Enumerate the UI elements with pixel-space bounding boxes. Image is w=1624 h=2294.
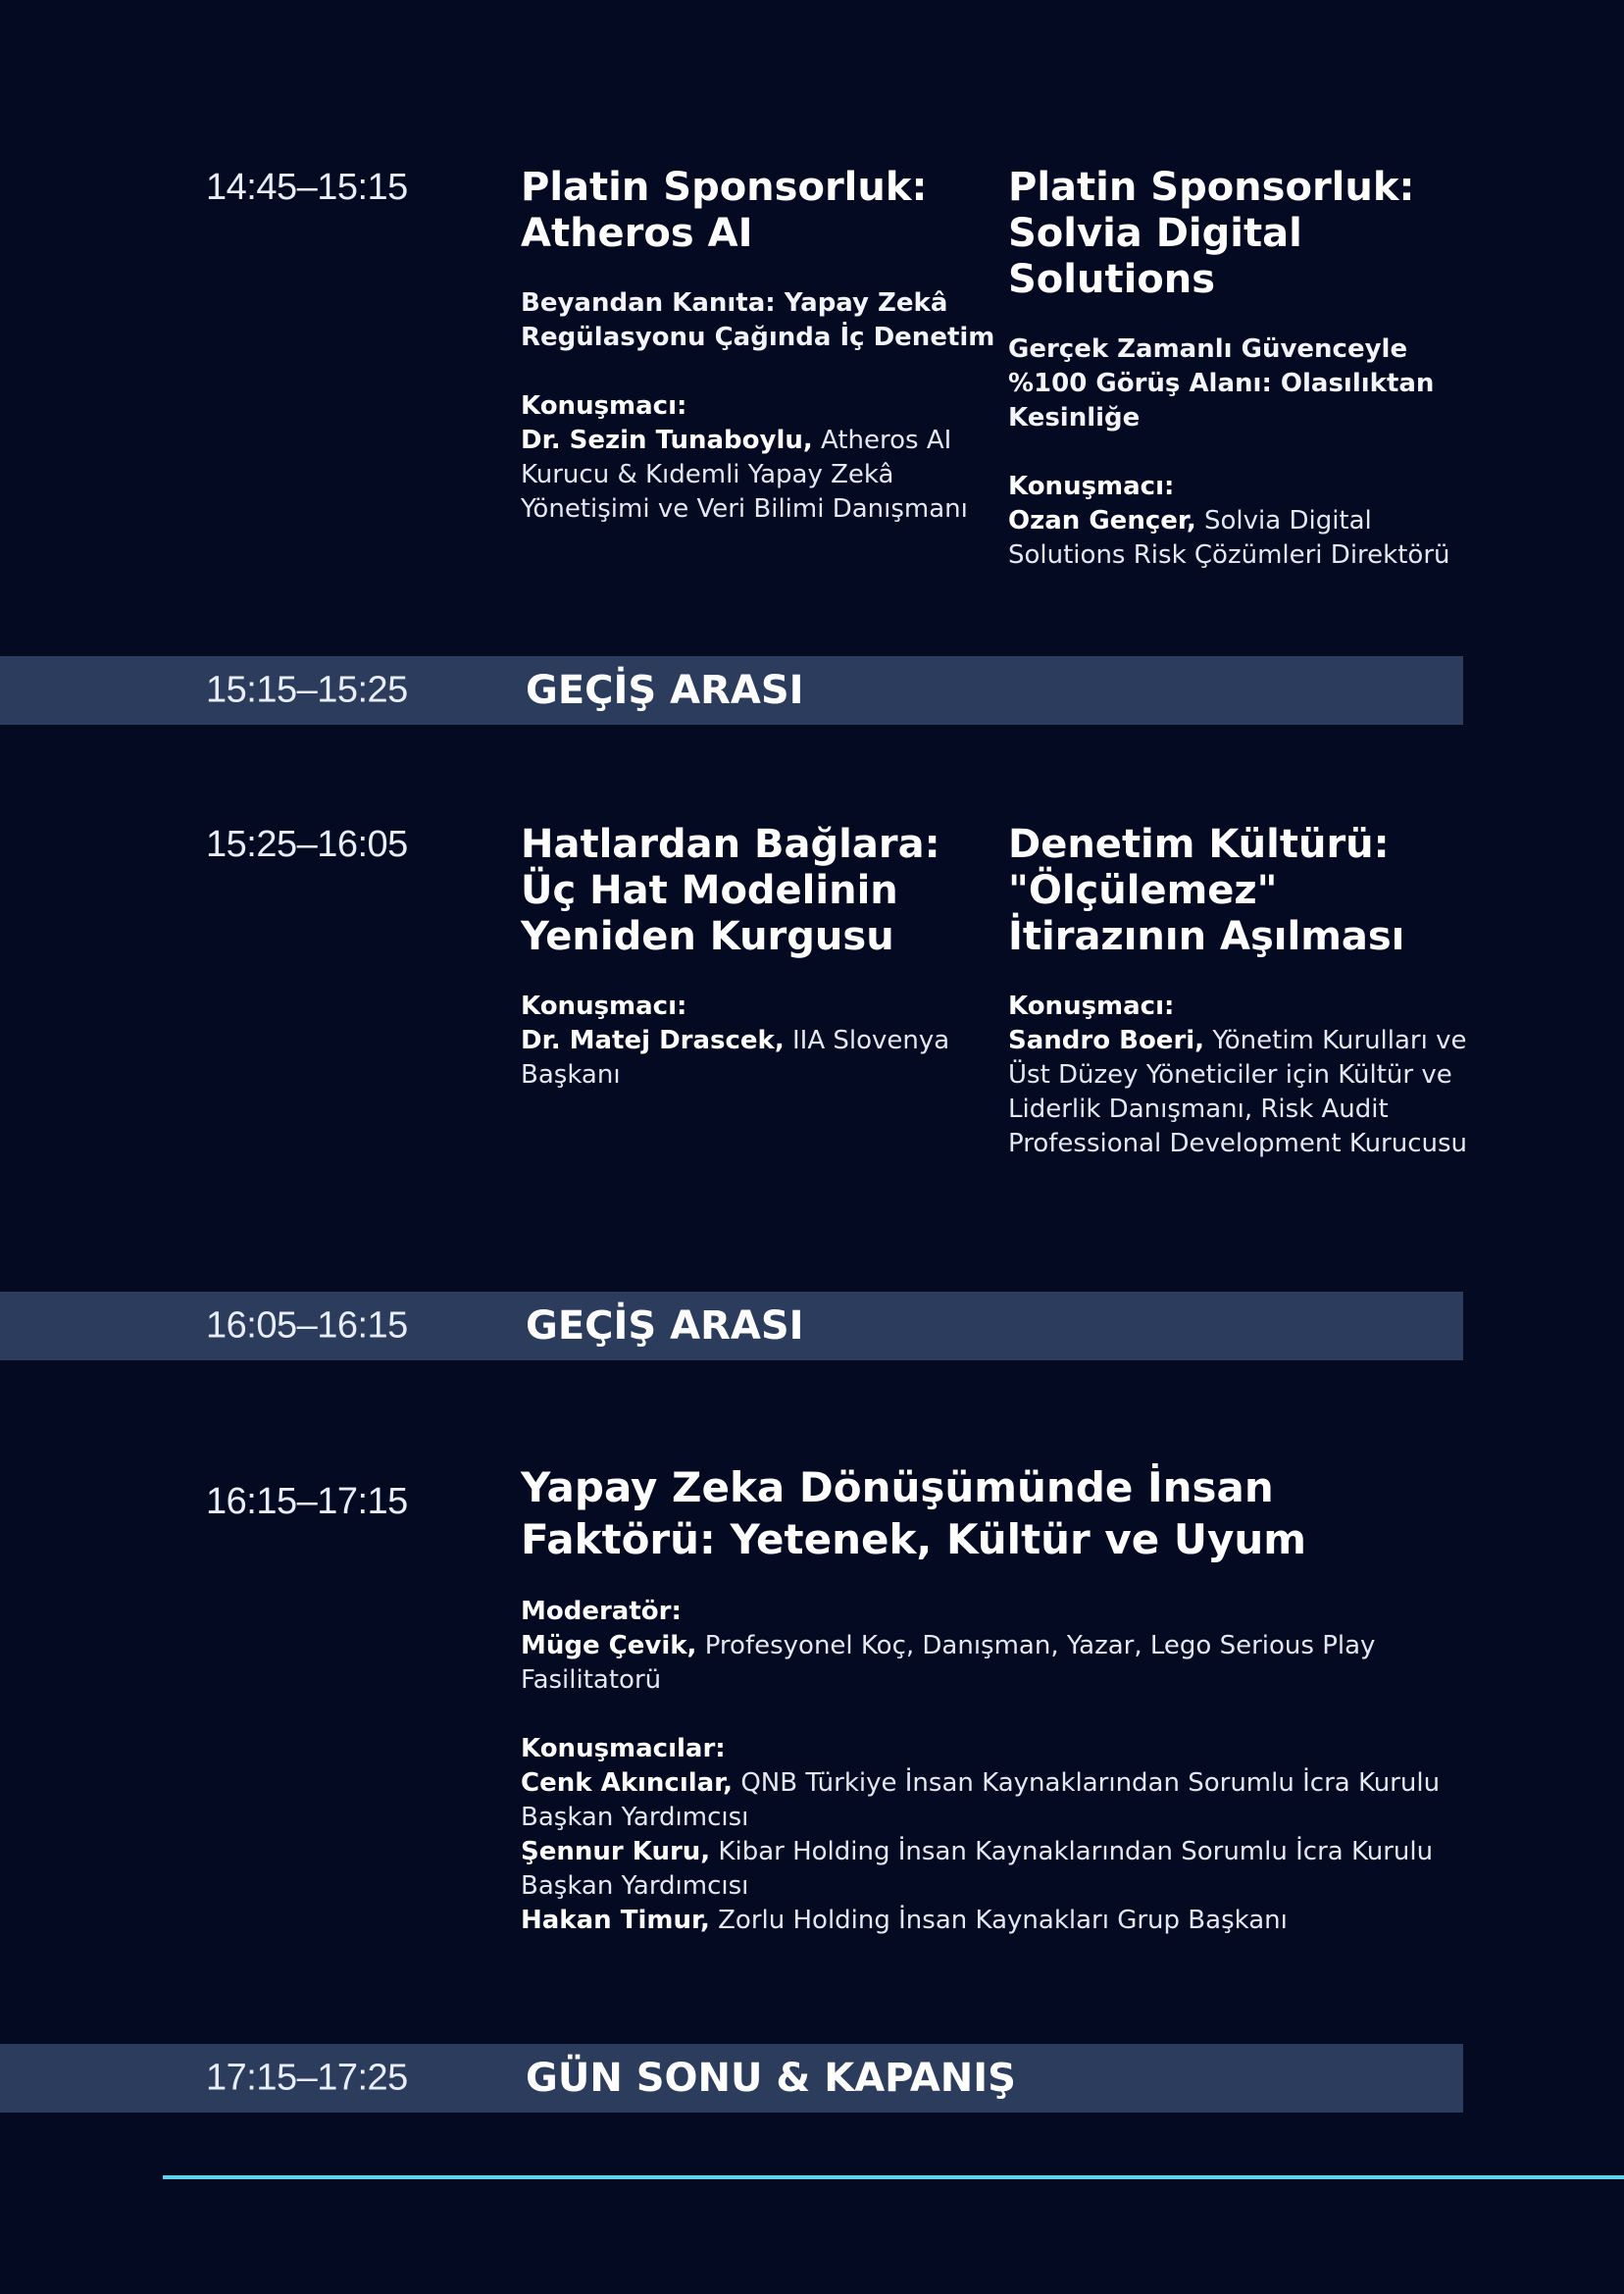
session-title: Yapay Zeka Dönüşümünde İnsan Faktörü: Yetenek, Kültür ve Uyum: [521, 1463, 1307, 1563]
speaker-role: QNB Türkiye İnsan Kaynaklarından Sorumlu İcra Kurulu Başkan Yardımcısı: [521, 1768, 1441, 1832]
break-time: 15:15–15:25: [206, 669, 408, 711]
list-item: [521, 1766, 1482, 1835]
closing-bar: [0, 2044, 1463, 2113]
session-title: Hatlardan Bağlara: Üç Hat Modelinin Yeniden Kurgusu: [521, 822, 940, 959]
speaker-name: Sandro Boeri,: [1008, 1026, 1205, 1055]
list-item: [521, 1835, 1482, 1904]
speaker-role: Solvia Digital Solutions Risk Çözümleri Direktörü: [1008, 506, 1450, 570]
speaker-role: Yönetim Kurulları ve Üst Düzey Yöneticiler için Kültür ve Liderlik Danışmanı, Risk Audit Professional Development Kurucusu: [1008, 1026, 1468, 1158]
session-time: 14:45–15:15: [206, 167, 408, 208]
break-title: GEÇİŞ ARASI: [526, 1303, 804, 1349]
session-column-atheros: [521, 165, 1001, 527]
speaker-info: [521, 389, 1001, 527]
break-bar: [0, 656, 1463, 725]
panel-session: [521, 1461, 1482, 1938]
speaker-role: Kibar Holding İnsan Kaynaklarından Sorumlu İcra Kurulu Başkan Yardımcısı: [521, 1837, 1434, 1901]
closing-title: GÜN SONU & KAPANIŞ: [526, 2056, 1016, 2101]
break-time: 16:05–16:15: [206, 1304, 408, 1347]
session-column-solvia: [1008, 165, 1469, 573]
session-column-audit-culture: [1008, 822, 1469, 1161]
speaker-label: Konuşmacı:: [521, 992, 687, 1021]
speaker-name: Şennur Kuru,: [521, 1837, 711, 1866]
list-item: [521, 1904, 1482, 1938]
speaker-name: Dr. Matej Drascek,: [521, 1026, 785, 1055]
speaker-role: IIA Slovenya Başkanı: [521, 1026, 950, 1090]
speaker-info: [1008, 990, 1469, 1161]
speakers-label: Konuşmacılar:: [521, 1734, 726, 1763]
break-title: GEÇİŞ ARASI: [526, 668, 804, 713]
session-time: 16:15–17:15: [206, 1481, 408, 1522]
speaker-role: Atheros AI Kurucu & Kıdemli Yapay Zekâ Yönetişimi ve Veri Bilimi Danışmanı: [521, 426, 968, 524]
speaker-label: Konuşmacı:: [1008, 472, 1175, 501]
session-subtitle: Gerçek Zamanlı Güvenceyle %100 Görüş Alanı: Olasılıktan Kesinliğe: [1008, 334, 1435, 433]
speaker-label: Konuşmacı:: [521, 391, 687, 421]
session-time: 15:25–16:05: [206, 824, 408, 865]
speaker-info: [521, 990, 1001, 1093]
speaker-label: Konuşmacı:: [1008, 992, 1175, 1021]
session-column-three-lines: [521, 822, 1001, 1093]
speakers-info: [521, 1732, 1482, 1938]
moderator-info: [521, 1595, 1482, 1698]
break-bar: [0, 1292, 1463, 1360]
session-title: Denetim Kültürü: "Ölçülemez" İtirazının Aşılması: [1008, 822, 1405, 959]
speaker-name: Ozan Gençer,: [1008, 506, 1196, 535]
speaker-name: Hakan Timur,: [521, 1906, 710, 1935]
moderator-name: Müge Çevik,: [521, 1631, 697, 1660]
session-title: Platin Sponsorluk: Atheros AI: [521, 165, 928, 256]
moderator-label: Moderatör:: [521, 1597, 682, 1626]
session-title: Platin Sponsorluk: Solvia Digital Solutions: [1008, 165, 1415, 302]
moderator-role: Profesyonel Koç, Danışman, Yazar, Lego Serious Play Fasilitatorü: [521, 1631, 1376, 1695]
speaker-info: [1008, 470, 1469, 573]
speaker-name: Dr. Sezin Tunaboylu,: [521, 426, 813, 455]
closing-time: 17:15–17:25: [206, 2057, 408, 2099]
speaker-name: Cenk Akıncılar,: [521, 1768, 734, 1798]
accent-divider: [163, 2175, 1624, 2179]
session-subtitle: Beyandan Kanıta: Yapay Zekâ Regülasyonu Çağında İç Denetim: [521, 288, 995, 352]
speaker-role: Zorlu Holding İnsan Kaynakları Grup Başkanı: [709, 1906, 1288, 1935]
